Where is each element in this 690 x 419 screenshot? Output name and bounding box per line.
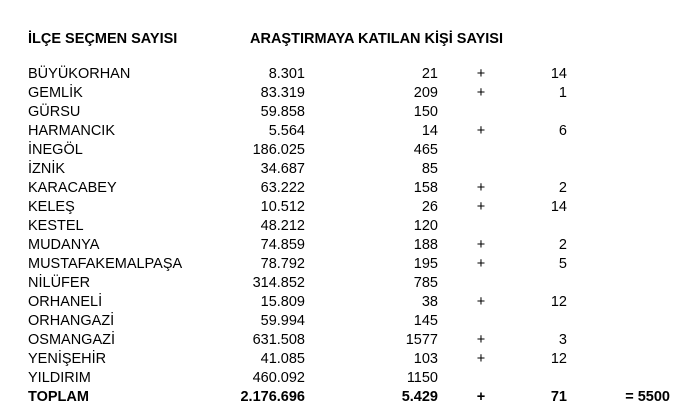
cell-plus: +	[476, 332, 486, 348]
cell-plus	[438, 103, 524, 122]
cell-district: MUSTAFAKEMALPAŞA	[28, 256, 183, 272]
cell-extra	[524, 274, 567, 293]
cell-district: NİLÜFER	[28, 275, 91, 291]
cell-district: MUDANYA	[28, 237, 100, 253]
cell-participants: 103	[413, 351, 438, 367]
cell-equals	[567, 331, 690, 350]
cell-district: YENİŞEHİR	[28, 351, 107, 367]
table-row	[0, 369, 690, 388]
cell-voters: 2.176.696	[240, 389, 305, 405]
cell-district: KELEŞ	[28, 199, 75, 215]
cell-voters: 314.852	[252, 275, 305, 291]
cell-plus	[438, 312, 524, 331]
cell-plus	[438, 141, 524, 160]
cell-extra: 3	[558, 332, 567, 348]
cell-voters: 10.512	[260, 199, 305, 215]
table-row	[0, 103, 690, 122]
cell-district: OSMANGAZİ	[28, 332, 116, 348]
cell-voters: 8.301	[268, 66, 305, 82]
table-row	[0, 160, 690, 179]
cell-plus: +	[476, 123, 486, 139]
cell-equals	[567, 84, 690, 103]
cell-equals	[567, 274, 690, 293]
column-header-ilce-secmen-sayisi: İLÇE SEÇMEN SAYISI	[28, 31, 178, 47]
cell-participants: 465	[413, 142, 438, 158]
cell-plus: +	[476, 294, 486, 310]
cell-extra: 5	[558, 256, 567, 272]
cell-extra	[524, 141, 567, 160]
cell-voters: 186.025	[252, 142, 305, 158]
table-row	[0, 217, 690, 236]
cell-extra: 6	[558, 123, 567, 139]
cell-plus: +	[476, 66, 486, 82]
cell-equals	[567, 312, 690, 331]
cell-district: ORHANGAZİ	[28, 313, 115, 329]
cell-participants: 785	[413, 275, 438, 291]
cell-participants: 38	[421, 294, 438, 310]
table-body	[0, 65, 690, 407]
table-row	[0, 198, 690, 217]
cell-equals	[567, 369, 690, 388]
table-row	[0, 179, 690, 198]
cell-participants: 195	[413, 256, 438, 272]
cell-voters: 631.508	[252, 332, 305, 348]
cell-extra: 12	[550, 294, 567, 310]
cell-equals	[567, 160, 690, 179]
cell-equals	[567, 350, 690, 369]
cell-plus: +	[476, 237, 486, 253]
cell-voters: 59.858	[260, 104, 305, 120]
cell-voters: 48.212	[260, 218, 305, 234]
cell-equals	[567, 65, 690, 84]
cell-extra: 14	[550, 199, 567, 215]
cell-equals: = 5500	[625, 389, 670, 405]
cell-extra	[524, 160, 567, 179]
cell-district: KESTEL	[28, 218, 84, 234]
cell-plus: +	[476, 180, 486, 196]
cell-voters: 34.687	[260, 161, 305, 177]
table-row	[0, 312, 690, 331]
cell-extra: 2	[558, 180, 567, 196]
cell-extra	[524, 312, 567, 331]
table-row	[0, 141, 690, 160]
cell-extra: 12	[550, 351, 567, 367]
cell-voters: 78.792	[260, 256, 305, 272]
cell-voters: 59.994	[260, 313, 305, 329]
cell-participants: 26	[421, 199, 438, 215]
table-row	[0, 236, 690, 255]
cell-participants: 145	[413, 313, 438, 329]
table-row	[0, 350, 690, 369]
cell-district: ORHANELİ	[28, 294, 103, 310]
cell-participants: 1150	[406, 370, 438, 386]
cell-extra: 71	[550, 389, 567, 405]
cell-equals	[567, 103, 690, 122]
cell-plus	[438, 369, 524, 388]
table-row	[0, 274, 690, 293]
cell-participants: 1577	[405, 332, 438, 348]
cell-equals	[567, 236, 690, 255]
cell-equals	[567, 293, 690, 312]
cell-participants: 85	[421, 161, 438, 177]
cell-voters: 74.859	[260, 237, 305, 253]
table-row	[0, 84, 690, 103]
table-row	[0, 331, 690, 350]
cell-equals	[567, 141, 690, 160]
cell-participants: 150	[413, 104, 438, 120]
cell-voters: 5.564	[268, 123, 305, 139]
cell-plus	[438, 217, 524, 236]
cell-extra: 14	[550, 66, 567, 82]
table-row	[0, 122, 690, 141]
cell-plus: +	[476, 351, 486, 367]
cell-district: GÜRSU	[28, 104, 81, 120]
cell-district: YILDIRIM	[28, 370, 91, 386]
cell-equals	[567, 179, 690, 198]
cell-participants: 5.429	[401, 389, 438, 405]
cell-participants: 120	[413, 218, 438, 234]
cell-extra	[524, 103, 567, 122]
cell-plus: +	[476, 389, 486, 405]
table-header	[0, 30, 690, 49]
cell-extra: 1	[558, 85, 567, 101]
cell-participants: 209	[413, 85, 438, 101]
cell-district: BÜYÜKORHAN	[28, 66, 131, 82]
cell-plus	[438, 274, 524, 293]
cell-equals	[567, 122, 690, 141]
cell-voters: 460.092	[252, 370, 305, 386]
cell-voters: 83.319	[260, 85, 305, 101]
table-row	[0, 65, 690, 84]
cell-participants: 14	[421, 123, 438, 139]
cell-plus	[438, 160, 524, 179]
cell-equals	[567, 217, 690, 236]
cell-equals	[567, 255, 690, 274]
cell-participants: 21	[421, 66, 438, 82]
cell-district: İZNİK	[28, 161, 66, 177]
table-row	[0, 293, 690, 312]
cell-district: GEMLİK	[28, 85, 83, 101]
cell-district: HARMANCIK	[28, 123, 116, 139]
cell-participants: 188	[413, 237, 438, 253]
column-header-arastirmaya-katilan-kisi-sayisi: ARAŞTIRMAYA KATILAN KİŞİ SAYISI	[250, 31, 503, 47]
table-row	[0, 255, 690, 274]
cell-equals	[567, 198, 690, 217]
cell-plus: +	[476, 199, 486, 215]
cell-extra	[524, 369, 567, 388]
total-row	[0, 388, 690, 407]
cell-district: KARACABEY	[28, 180, 117, 196]
cell-district: TOPLAM	[28, 389, 89, 405]
cell-participants: 158	[413, 180, 438, 196]
cell-voters: 15.809	[260, 294, 305, 310]
cell-plus: +	[476, 256, 486, 272]
cell-extra	[524, 217, 567, 236]
cell-extra: 2	[558, 237, 567, 253]
cell-district: İNEGÖL	[28, 142, 83, 158]
cell-plus: +	[476, 85, 486, 101]
cell-voters: 63.222	[260, 180, 305, 196]
cell-voters: 41.085	[260, 351, 305, 367]
